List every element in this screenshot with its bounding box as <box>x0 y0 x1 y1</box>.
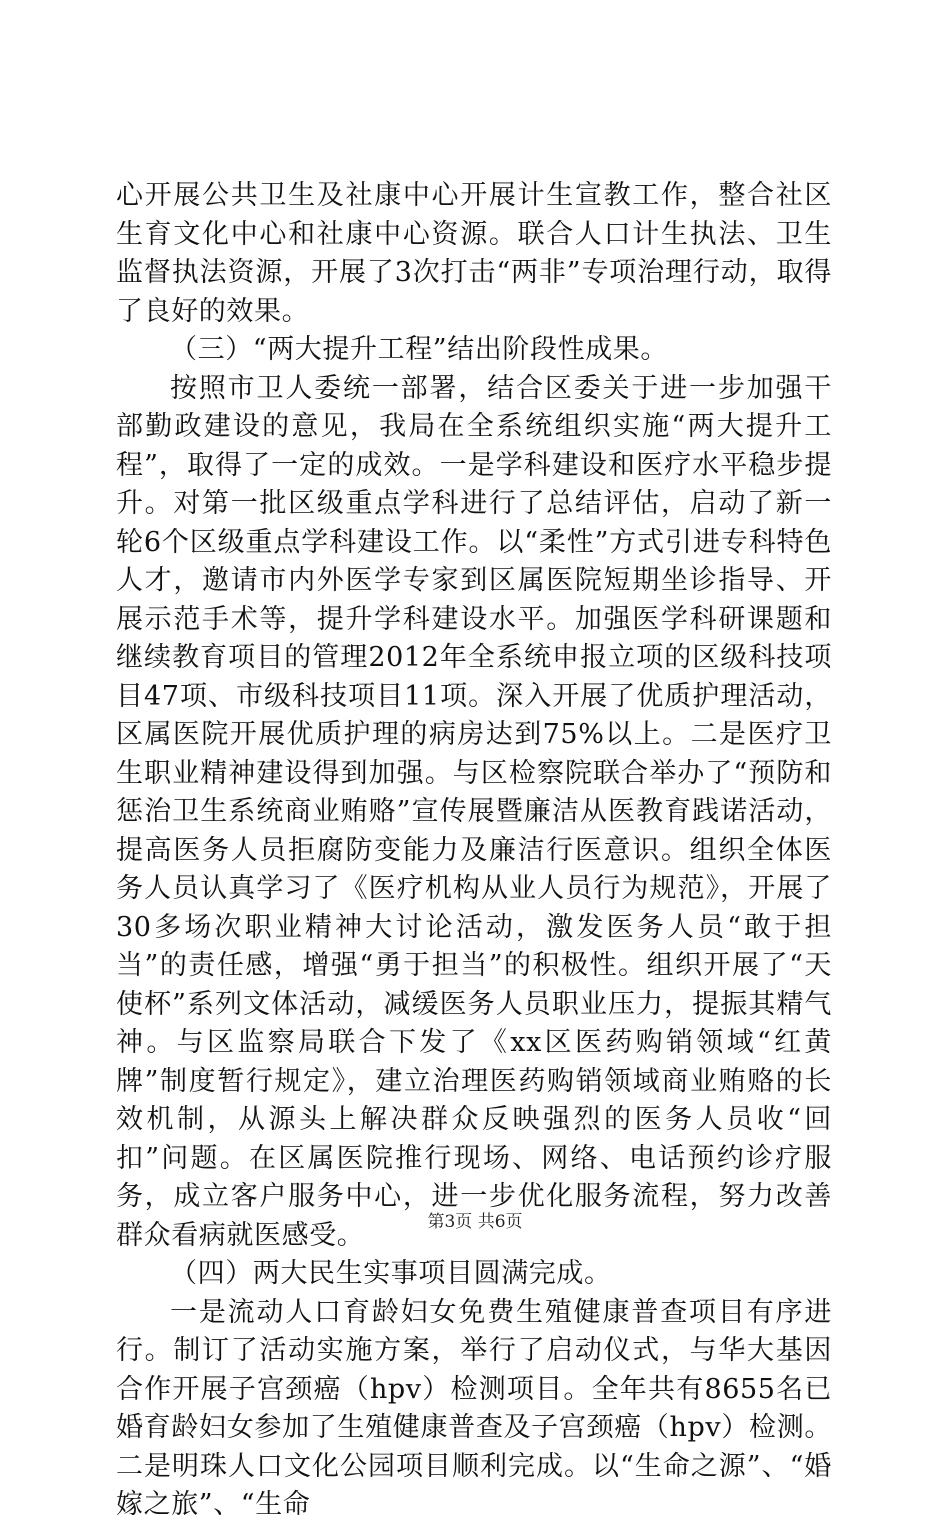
document-body <box>116 177 832 1525</box>
paragraph-two-improvement-projects: 按照市卫人委统一部署，结合区委关于进一步加强干部勤政建设的意见，我局在全系统组织实施“两大提升工程”，取得了一定的成效。一是学科建设和医疗水平稳步提升。对第一批区级重点学科进行了总结评估，启动了新一轮6个区级重点学科建设工作。以“柔性”方式引进专科特色人才，邀请市内外医学专家到区属医院短期坐诊指导、开展示范手术等，提升学科建设水平。加强医学科研课题和继续教育项目的管理2012年全系统申报立项的区级科技项目47项、市级科技项目11项。深入开展了优质护理活动，区属医院开展优质护理的病房达到75%以上。二是医疗卫生职业精神建设得到加强。与区检察院联合举办了“预防和惩治卫生系统商业贿赂”宣传展暨廉洁从医教育践诺活动，提高医务人员拒腐防变能力及廉洁行医意识。组织全体医务人员认真学习了《医疗机构从业人员行为规范》，开展了30多场次职业精神大讨论活动，激发医务人员“敢于担当”的责任感，增强“勇于担当”的积极性。组织开展了“天使杯”系列文体活动，减缓医务人员职业压力，提振其精气神。与区监察局联合下发了《xx区医药购销领域“红黄牌”制度暂行规定》，建立治理医药购销领域商业贿赂的长效机制，从源头上解决群众反映强烈的医务人员收“回扣”问题。在区属医院推行现场、网络、电话预约诊疗服务，成立客户服务中心，进一步优化服务流程，努力改善群众看病就医感受。 <box>116 372 832 1251</box>
section-heading-three: （三）“两大提升工程”结出阶段性成果。 <box>170 334 669 365</box>
page-number-footer: 第3页 共6页 <box>427 1212 523 1232</box>
paragraph-livelihood-projects: 一是流动人口育龄妇女免费生殖健康普查项目有序进行。制订了活动实施方案，举行了启动仪式，与华大基因合作开展子宫颈癌（hpv）检测项目。全年共有8655名已婚育龄妇女参加了生殖健康普查及子宫颈癌（hpv）检测。二是明珠人口文化公园项目顺利完成。以“生命之源”、“婚嫁之旅”、“生命 <box>116 1296 832 1520</box>
paragraph-continuation: 心开展公共卫生及社康中心开展计生宣教工作，整合社区生育文化中心和社康中心资源。联合人口计生执法、卫生监督执法资源，开展了3次打击“两非”专项治理行动，取得了良好的效果。 <box>116 180 832 327</box>
section-heading-four: （四）两大民生实事项目圆满完成。 <box>170 1258 612 1289</box>
